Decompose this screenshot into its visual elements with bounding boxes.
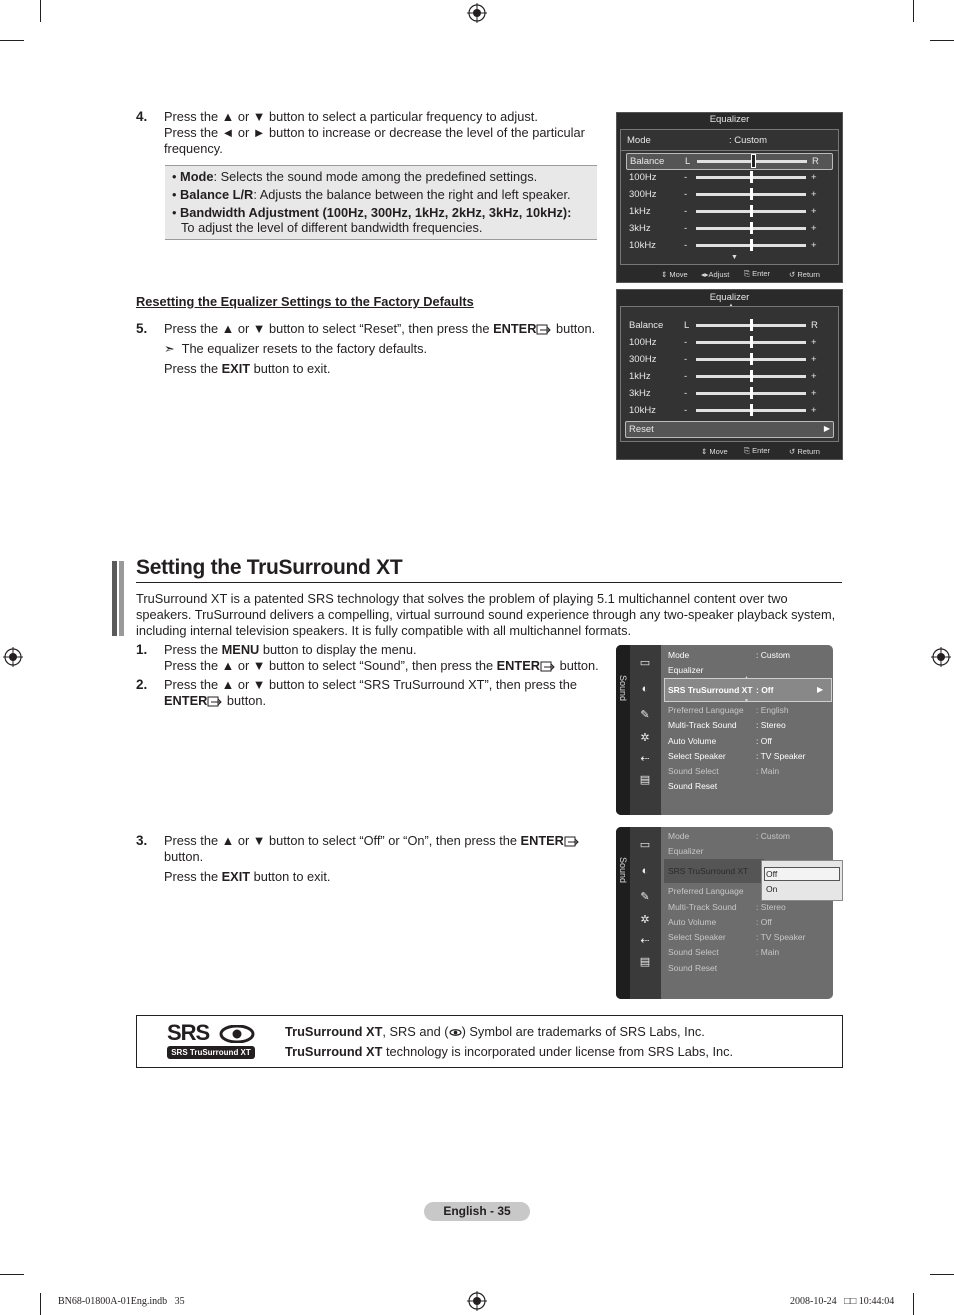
eq-row-right: + xyxy=(811,405,817,416)
eq-row-300hz[interactable] xyxy=(626,352,833,367)
input-icon[interactable]: ⇠ xyxy=(640,753,650,765)
sound-icon[interactable]: ◐ xyxy=(641,683,649,695)
move-icon: ⇕ xyxy=(701,447,708,456)
trademark-box xyxy=(136,1015,843,1068)
crop-mark xyxy=(40,0,41,22)
menu-value-sound-select: : Main xyxy=(756,766,780,776)
menu-item-preferred-language: Preferred Language xyxy=(668,705,744,715)
slider-knob[interactable] xyxy=(750,387,753,399)
menu-item-sound-select: Sound Select xyxy=(668,766,719,776)
screen-title: Equalizer xyxy=(709,114,750,125)
footer-return-label: Return xyxy=(797,270,820,279)
step-1-number: 1. xyxy=(136,642,148,657)
eq-row-right: R xyxy=(811,320,818,331)
step-2-b-post: button. xyxy=(223,693,267,708)
eq-row-right: + xyxy=(811,240,817,251)
eq-row-label: 300Hz xyxy=(629,354,657,365)
footer-adjust xyxy=(701,270,729,279)
menu-item-auto-volume: Auto Volume xyxy=(668,917,717,927)
eq-row-label: 1kHz xyxy=(629,371,651,382)
eq-row-label: 1kHz xyxy=(629,206,651,217)
move-icon: ⇕ xyxy=(661,270,668,279)
eq-row-label: 10kHz xyxy=(629,240,656,251)
sound-menu-screen-1 xyxy=(616,645,833,815)
note-bandwidth: • Bandwidth Adjustment (100Hz, 300Hz, 1kHz, 2kHz, 3kHz, 10kHz): xyxy=(172,205,572,220)
input-icon[interactable]: ⇠ xyxy=(640,935,650,947)
slider-knob[interactable] xyxy=(750,222,753,234)
exit-pre: Press the xyxy=(164,869,222,884)
step-2-line-a: Press the ▲ or ▼ button to select “SRS TruSurround XT”, then press the xyxy=(164,677,577,692)
step-4-number: 4. xyxy=(136,109,148,124)
exit-post: button to exit. xyxy=(250,361,331,376)
registration-mark-icon xyxy=(467,1291,487,1311)
picture-icon[interactable]: ▭ xyxy=(639,839,651,851)
eq-row-balance[interactable] xyxy=(626,153,833,170)
step-1-a-pre: Press the xyxy=(164,642,222,657)
intro-line: speakers. TruSurround delivers a compelling, virtual surround sound experience through any two-speaker playback system, xyxy=(136,607,836,622)
menu-value-multi-track-sound: : Stereo xyxy=(756,720,786,730)
eq-row-right: + xyxy=(811,206,817,217)
reset-row[interactable] xyxy=(625,421,834,438)
section-bar xyxy=(112,561,117,636)
eq-row-right: + xyxy=(811,388,817,399)
srs-logo-text: SRS xyxy=(167,1020,210,1045)
exit-pre: Press the xyxy=(164,361,222,376)
footer-move xyxy=(661,270,688,279)
arrow-note-icon: ➣ xyxy=(164,341,175,356)
note-mode: • Mode: Selects the sound mode among the predefined settings. xyxy=(172,169,538,184)
eq-row-right: + xyxy=(811,337,817,348)
trademark-line-2 xyxy=(285,1044,733,1060)
eq-row-right: + xyxy=(811,172,817,183)
menu-value-multi-track-sound: : Stereo xyxy=(756,902,786,912)
step-4-text xyxy=(164,109,604,157)
crop-mark xyxy=(0,40,24,41)
option-on[interactable]: On xyxy=(766,884,778,894)
menu-label: MENU xyxy=(221,642,260,657)
eq-row-10khz[interactable] xyxy=(626,403,833,418)
menu-value-mode: : Custom xyxy=(756,650,791,660)
eq-row-right: + xyxy=(811,354,817,365)
eq-row-left: - xyxy=(684,405,688,416)
menu-value-select-speaker: : TV Speaker xyxy=(756,751,806,761)
step-4-line: frequency. xyxy=(164,141,223,156)
registration-mark-icon xyxy=(3,647,23,667)
eq-row-3khz[interactable] xyxy=(626,386,833,401)
step-5-number: 5. xyxy=(136,321,148,336)
eq-row-1khz[interactable] xyxy=(626,204,833,219)
intro-paragraph xyxy=(136,591,846,639)
menu-sidebar-strip xyxy=(616,827,630,999)
page-number-badge: English - 35 xyxy=(424,1202,530,1221)
step-2-line-b xyxy=(164,693,577,709)
sound-icon[interactable]: ◐ xyxy=(641,865,649,877)
step-1-a-post: button to display the menu. xyxy=(259,642,417,657)
return-icon: ↺ xyxy=(789,270,796,279)
slider-knob[interactable] xyxy=(750,370,753,382)
step-3-a-pre: Press the ▲ or ▼ button to select “Off” or “On”, then press the xyxy=(164,833,521,848)
eq-row-label: 10kHz xyxy=(629,405,656,416)
menu-value-auto-volume: : Off xyxy=(756,917,772,927)
reset-exit xyxy=(164,361,330,377)
eq-row-left: - xyxy=(684,240,688,251)
channel-icon[interactable]: ✎ xyxy=(640,891,650,903)
slider-knob[interactable] xyxy=(750,336,753,348)
menu-item-select-speaker: Select Speaker xyxy=(668,932,726,942)
exit-label: EXIT xyxy=(221,869,251,884)
eq-row-left: L xyxy=(684,320,690,331)
trademark-line-1 xyxy=(285,1024,705,1040)
mode-row xyxy=(621,130,838,151)
menu-item-sound-reset[interactable]: Sound Reset xyxy=(668,781,718,791)
step-1-text xyxy=(164,642,599,674)
eq-row-right: R xyxy=(812,156,819,167)
footer-adjust-label: Adjust xyxy=(708,270,730,279)
slider-knob[interactable] xyxy=(750,353,753,365)
step-5-pre: Press the ▲ or ▼ button to select “Reset”, then press the xyxy=(164,321,494,336)
mode-label: Mode xyxy=(627,135,651,146)
crop-mark xyxy=(913,1293,914,1315)
section-bar xyxy=(119,561,124,636)
menu-item-auto-volume[interactable]: Auto Volume xyxy=(668,736,717,746)
step-3-line-b: button. xyxy=(164,849,204,864)
footer-enter xyxy=(744,269,770,279)
slider-knob[interactable] xyxy=(750,171,753,183)
step-5-text xyxy=(164,321,595,337)
step-3-exit xyxy=(164,869,580,885)
step-2-number: 2. xyxy=(136,677,148,692)
footer-move xyxy=(701,447,728,456)
picture-icon[interactable]: ▭ xyxy=(639,657,651,669)
enter-icon: ⎘ xyxy=(744,446,750,455)
menu-item-mode[interactable]: Mode xyxy=(668,650,690,660)
enter-icon xyxy=(536,324,552,335)
enter-label: ENTER xyxy=(493,321,537,336)
eq-row-right: + xyxy=(811,223,817,234)
eq-row-left: - xyxy=(684,371,688,382)
eq-row-left: - xyxy=(684,206,688,217)
menu-item-equalizer: Equalizer xyxy=(668,846,704,856)
trademark-line-1-post: ) Symbol are trademarks of SRS Labs, Inc. xyxy=(461,1024,705,1039)
equalizer-screen-2 xyxy=(616,289,843,460)
intro-line: TruSurround XT is a patented SRS technology that solves the problem of playing 5.1 multichannel content over two xyxy=(136,591,788,606)
step-1-line-a xyxy=(164,642,599,658)
trademark-line-2-text: technology is incorporated under license from SRS Labs, Inc. xyxy=(382,1044,734,1059)
enter-icon xyxy=(564,836,580,847)
menu-item-srs-trusurround[interactable]: SRS TruSurround XT xyxy=(668,866,749,876)
eq-row-label: Balance xyxy=(630,156,665,167)
reset-label: Reset xyxy=(629,424,654,435)
eq-row-left: - xyxy=(684,388,688,399)
exit-post: button to exit. xyxy=(250,869,331,884)
eq-row-label: 3kHz xyxy=(629,388,651,399)
registration-mark-icon xyxy=(467,3,487,23)
eq-row-balance[interactable] xyxy=(626,318,833,333)
menu-item-equalizer[interactable]: Equalizer xyxy=(668,665,704,675)
srs-logo xyxy=(167,1022,257,1062)
menu-value-sound-select: : Main xyxy=(756,947,780,957)
trademark-name: TruSurround XT xyxy=(285,1044,383,1059)
screen-title: Equalizer xyxy=(709,292,750,303)
note-balance: • Balance L/R: Adjusts the balance between the right and left speaker. xyxy=(172,187,571,202)
menu-value-select-speaker: : TV Speaker xyxy=(756,932,806,942)
menu-value-mode: : Custom xyxy=(756,831,791,841)
menu-item-select-speaker[interactable]: Select Speaker xyxy=(668,751,726,761)
chevron-right-icon: ▶ xyxy=(823,424,830,433)
enter-icon xyxy=(207,696,223,707)
print-date: 2008-10-24 □□ 10:44:04 xyxy=(790,1296,895,1307)
crop-mark xyxy=(40,1293,41,1315)
equalizer-panel xyxy=(620,306,839,442)
eq-row-300hz[interactable] xyxy=(626,187,833,202)
enter-label: ENTER xyxy=(496,658,541,673)
srs-symbol-icon xyxy=(219,1025,255,1043)
eq-row-label: 100Hz xyxy=(629,337,657,348)
trademark-name: TruSurround XT xyxy=(285,1024,383,1039)
crop-mark xyxy=(913,0,914,22)
step-1-b-pre: Press the ▲ or ▼ button to select “Sound”, then press the xyxy=(164,658,497,673)
eq-row-right: + xyxy=(811,189,817,200)
menu-value-auto-volume: : Off xyxy=(756,736,772,746)
srs-symbol-icon xyxy=(449,1028,462,1037)
eq-row-10khz[interactable] xyxy=(626,238,833,253)
eq-row-1khz[interactable] xyxy=(626,369,833,384)
option-popup xyxy=(761,860,843,901)
eq-row-left: L xyxy=(685,156,691,167)
enter-label: ENTER xyxy=(520,833,564,848)
enter-icon xyxy=(540,661,556,672)
step-4-line: Press the ◄ or ► button to increase or decrease the level of the particular xyxy=(164,125,585,140)
sound-side-label: Sound xyxy=(618,675,628,702)
eq-row-left: - xyxy=(684,172,688,183)
footer-enter xyxy=(744,446,770,456)
eq-row-label: 300Hz xyxy=(629,189,657,200)
crop-mark xyxy=(0,1274,24,1275)
reset-note xyxy=(164,341,427,357)
footer-return xyxy=(789,447,820,456)
eq-row-label: 100Hz xyxy=(629,172,657,183)
eq-row-100hz[interactable] xyxy=(626,170,833,185)
menu-item-srs-trusurround[interactable]: SRS TruSurround XT xyxy=(668,685,753,695)
srs-logo-sub: SRS TruSurround XT xyxy=(167,1046,255,1059)
footer-enter-label: Enter xyxy=(752,269,771,278)
menu-item-multi-track-sound[interactable]: Multi-Track Sound xyxy=(668,720,737,730)
eq-row-3khz[interactable] xyxy=(626,221,833,236)
menu-item-mode: Mode xyxy=(668,831,690,841)
step-5-post: button. xyxy=(552,321,596,336)
chevron-right-icon: ▶ xyxy=(817,685,824,694)
menu-value-preferred-language: : English xyxy=(756,705,789,715)
footer-enter-label: Enter xyxy=(752,446,771,455)
mode-value: : Custom xyxy=(729,135,768,146)
note-box xyxy=(165,165,597,240)
eq-row-left: - xyxy=(684,189,688,200)
eq-row-left: - xyxy=(684,223,688,234)
enter-label: ENTER xyxy=(164,693,208,708)
slider-knob[interactable] xyxy=(751,154,756,168)
channel-icon[interactable]: ✎ xyxy=(640,709,650,721)
menu-value-srs-trusurround: : Off xyxy=(756,685,774,695)
application-icon[interactable]: ▤ xyxy=(639,774,651,786)
slider-knob[interactable] xyxy=(750,239,753,251)
eq-row-label: Balance xyxy=(629,320,664,331)
crop-mark xyxy=(930,40,954,41)
step-4-line: Press the ▲ or ▼ button to select a particular frequency to adjust. xyxy=(164,109,538,124)
scroll-down-icon[interactable]: ▼ xyxy=(744,698,749,704)
setup-icon[interactable]: ✲ xyxy=(640,732,650,744)
option-off[interactable]: Off xyxy=(766,869,778,879)
footer-move-label: Move xyxy=(709,447,728,456)
intro-line: including internal television speakers. It is fully compatible with all multichannel formats. xyxy=(136,623,632,638)
menu-item-preferred-language: Preferred Language xyxy=(668,886,744,896)
file-info: BN68-01800A-01Eng.indb 35 xyxy=(58,1296,185,1307)
setup-icon[interactable]: ✲ xyxy=(640,914,650,926)
menu-item-sound-select: Sound Select xyxy=(668,947,719,957)
return-icon: ↺ xyxy=(789,447,796,456)
step-3-number: 3. xyxy=(136,833,148,848)
title-rule xyxy=(136,582,842,583)
crop-mark xyxy=(930,1274,954,1275)
footer-move-label: Move xyxy=(669,270,688,279)
menu-item-multi-track-sound: Multi-Track Sound xyxy=(668,902,737,912)
scroll-down-icon[interactable]: ▼ xyxy=(731,254,738,261)
step-1-b-post: button. xyxy=(556,658,599,673)
step-2-text xyxy=(164,677,577,709)
slider-knob[interactable] xyxy=(750,205,753,217)
sound-menu-screen-2 xyxy=(616,827,833,999)
footer-return xyxy=(789,270,820,279)
slider-knob[interactable] xyxy=(750,404,753,416)
slider-knob[interactable] xyxy=(750,188,753,200)
footer-return-label: Return xyxy=(797,447,820,456)
adjust-icon: ◂▸ xyxy=(701,270,709,279)
equalizer-panel xyxy=(620,129,839,265)
application-icon[interactable]: ▤ xyxy=(639,956,651,968)
section-title: Setting the TruSurround XT xyxy=(136,556,403,579)
reset-note-text: The equalizer resets to the factory defaults. xyxy=(181,341,428,356)
menu-item-sound-reset: Sound Reset xyxy=(668,963,718,973)
eq-row-right: + xyxy=(811,371,817,382)
eq-row-left: - xyxy=(684,354,688,365)
step-1-line-b xyxy=(164,658,599,674)
eq-row-label: 3kHz xyxy=(629,223,651,234)
equalizer-screen-1 xyxy=(616,112,843,283)
menu-sidebar-strip xyxy=(616,645,630,815)
sound-side-label: Sound xyxy=(618,857,628,884)
registration-mark-icon xyxy=(931,647,951,667)
trademark-line-1-pre: , SRS and ( xyxy=(382,1024,449,1039)
eq-row-left: - xyxy=(684,337,688,348)
step-3-text xyxy=(164,833,580,885)
slider-knob[interactable] xyxy=(750,319,753,331)
eq-row-100hz[interactable] xyxy=(626,335,833,350)
step-3-line-a xyxy=(164,833,580,849)
enter-icon: ⎘ xyxy=(744,269,750,278)
note-bandwidth-desc: To adjust the level of different bandwidth frequencies. xyxy=(181,220,483,235)
exit-label: EXIT xyxy=(221,361,251,376)
reset-heading: Resetting the Equalizer Settings to the Factory Defaults xyxy=(136,294,474,309)
